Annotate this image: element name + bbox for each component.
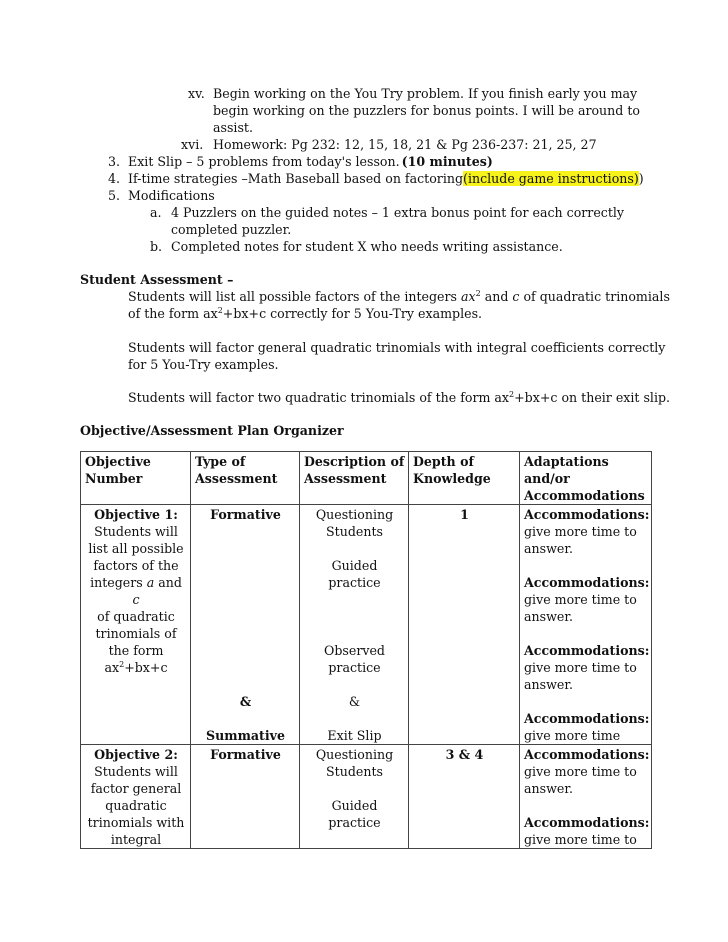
step-5-text: Modifications <box>128 188 215 203</box>
objective-2-line: integral <box>110 832 162 847</box>
step-4-number: 4. <box>108 171 121 186</box>
objective-1-line: trinomials of <box>95 626 177 641</box>
p1-text-a: Students will list all possible factors of the integers <box>128 289 461 304</box>
student-assessment-heading: Student Assessment – <box>80 272 234 287</box>
header-description-of-assessment <box>300 452 409 505</box>
acc-label: Accommodations: <box>524 507 650 522</box>
obj-int-d: c <box>132 592 140 607</box>
acc-label: Accommodations: <box>524 711 650 726</box>
desc-guided-practice: Guided practice <box>328 558 381 590</box>
acc-text: give more time to <box>524 592 637 607</box>
step-3-line <box>128 153 493 170</box>
objective-1-line: factors of the <box>93 558 179 573</box>
header-text: Accommodations <box>524 488 645 503</box>
step-4-highlight: (include game instructions) <box>463 171 639 186</box>
step-3-text: Exit Slip – 5 problems from today's lesson. <box>128 154 400 169</box>
header-text: and/or <box>524 471 570 486</box>
acc-text: answer. <box>524 609 573 624</box>
table-row <box>81 745 652 849</box>
p1-and: and <box>480 289 513 304</box>
description-2-cell <box>300 745 409 849</box>
type-ampersand: & <box>239 694 252 709</box>
objective-1-line <box>85 659 187 676</box>
objective-1-line <box>85 574 187 608</box>
mod-a-text-2: completed puzzler. <box>171 222 292 237</box>
obj-int-a: integers <box>90 575 147 590</box>
assessment-p1-line2 <box>128 305 482 322</box>
step-xv-text-3: assist. <box>213 120 253 135</box>
description-1-cell <box>300 505 409 745</box>
desc-exit-slip: Exit Slip <box>327 728 382 743</box>
step-4-text: If-time strategies –Math Baseball based on factoring <box>128 171 464 186</box>
p1-sup: 2 <box>475 289 481 298</box>
step-5-number: 5. <box>108 188 121 203</box>
assessment-p3 <box>128 389 670 406</box>
desc-students: Students <box>326 524 383 539</box>
table-header-row <box>81 452 652 505</box>
mod-b-text: Completed notes for student X who needs writing assistance. <box>171 239 563 254</box>
step-3-number: 3. <box>108 154 121 169</box>
step-3-time: (10 minutes) <box>401 154 493 169</box>
type-formative: Formative <box>210 747 281 762</box>
obj-form-sup: 2 <box>119 660 125 669</box>
mod-a-number: a. <box>150 205 162 220</box>
p1-line2-b: +bx+c correctly for 5 You-Try examples. <box>222 306 483 321</box>
objective-2-cell <box>81 745 191 849</box>
desc-questioning: Questioning <box>315 507 394 522</box>
header-text: Description of <box>304 454 405 469</box>
acc-text: answer. <box>524 541 573 556</box>
acc-text: give more time to <box>524 660 637 675</box>
acc-text: give more time <box>524 728 621 743</box>
header-objective-number <box>81 452 191 505</box>
desc-ampersand: & <box>348 694 361 709</box>
depth-value: 1 <box>460 507 469 522</box>
header-type-of-assessment <box>191 452 300 505</box>
p1-c: c <box>512 289 520 304</box>
acc-text: give more time to <box>524 524 637 539</box>
table-row <box>81 505 652 745</box>
desc-questioning: Questioning <box>315 747 394 762</box>
acc-text: answer. <box>524 677 573 692</box>
mod-b-number: b. <box>150 239 163 254</box>
type-2-cell <box>191 745 300 849</box>
acc-text: answer. <box>524 781 573 796</box>
objective-2-title: Objective 2: <box>94 747 178 762</box>
acc-text: give more time to <box>524 832 637 847</box>
acc-text: give more time to <box>524 764 637 779</box>
step-xv-text-2: begin working on the puzzlers for bonus points. I will be around to <box>213 103 640 118</box>
step-4-close: ) <box>638 171 644 186</box>
desc-guided-practice: Guided practice <box>328 798 381 830</box>
header-text: Depth of <box>413 454 474 469</box>
objective-1-line: list all possible <box>88 541 184 556</box>
depth-1-cell <box>409 505 520 745</box>
obj-form-a: ax <box>104 660 120 675</box>
step-xvi-number: xvi. <box>181 137 204 152</box>
acc-label: Accommodations: <box>524 575 650 590</box>
objective-1-cell <box>81 505 191 745</box>
p1-line2-a: of the form ax <box>128 306 218 321</box>
type-summative: Summative <box>206 728 285 743</box>
objective-2-line: factor general <box>90 781 182 796</box>
acc-label: Accommodations: <box>524 643 650 658</box>
objective-2-line: quadratic <box>105 798 167 813</box>
header-text: Assessment <box>195 471 278 486</box>
p1-line2-sup: 2 <box>217 306 223 315</box>
assessment-p2-line1: Students will factor general quadratic trinomials with integral coefficients correctly <box>128 340 666 355</box>
header-depth-of-knowledge <box>409 452 520 505</box>
p3-text-b: +bx+c on their exit slip. <box>514 390 671 405</box>
p1-text-b: of quadratic trinomials <box>519 289 670 304</box>
obj-form-b: +bx+c <box>124 660 168 675</box>
p1-ax: ax <box>461 289 476 304</box>
header-text: Assessment <box>304 471 387 486</box>
objective-2-line: trinomials with <box>87 815 185 830</box>
objective-1-line: of quadratic <box>97 609 175 624</box>
type-1-cell <box>191 505 300 745</box>
obj-int-b: a <box>146 575 155 590</box>
step-xv-text-1: Begin working on the You Try problem. If you finish early you may <box>213 86 638 101</box>
accommodations-1-cell <box>520 505 652 745</box>
header-text: Knowledge <box>413 471 491 486</box>
header-text: Type of <box>195 454 246 469</box>
p3-sup: 2 <box>509 390 515 399</box>
organizer-heading: Objective/Assessment Plan Organizer <box>80 423 344 438</box>
desc-students: Students <box>326 764 383 779</box>
header-text: Number <box>85 471 143 486</box>
step-xv-number: xv. <box>188 86 205 101</box>
acc-label: Accommodations: <box>524 815 650 830</box>
type-formative: Formative <box>210 507 281 522</box>
accommodations-2-cell <box>520 745 652 849</box>
obj-int-c: and <box>154 575 182 590</box>
step-4-line <box>128 170 644 187</box>
assessment-p1-line1 <box>128 288 670 305</box>
depth-value: 3 & 4 <box>445 747 484 762</box>
step-xvi-text: Homework: Pg 232: 12, 15, 18, 21 & Pg 236-237: 21, 25, 27 <box>213 137 597 152</box>
depth-2-cell <box>409 745 520 849</box>
objective-2-line: Students will <box>94 764 178 779</box>
desc-practice: practice <box>328 660 381 675</box>
objective-1-line: the form <box>108 643 164 658</box>
header-text: Objective <box>85 454 151 469</box>
p3-text-a: Students will factor two quadratic trinomials of the form ax <box>128 390 510 405</box>
assessment-p2-line2: for 5 You-Try examples. <box>128 357 279 372</box>
acc-label: Accommodations: <box>524 747 650 762</box>
mod-a-text-1: 4 Puzzlers on the guided notes – 1 extra bonus point for each correctly <box>171 205 625 220</box>
header-text: Adaptations <box>524 454 609 469</box>
objective-assessment-table <box>80 451 652 849</box>
desc-observed: Observed <box>324 643 385 658</box>
objective-1-line: Students will <box>94 524 178 539</box>
header-adaptations <box>520 452 652 505</box>
objective-1-title: Objective 1: <box>94 507 178 522</box>
